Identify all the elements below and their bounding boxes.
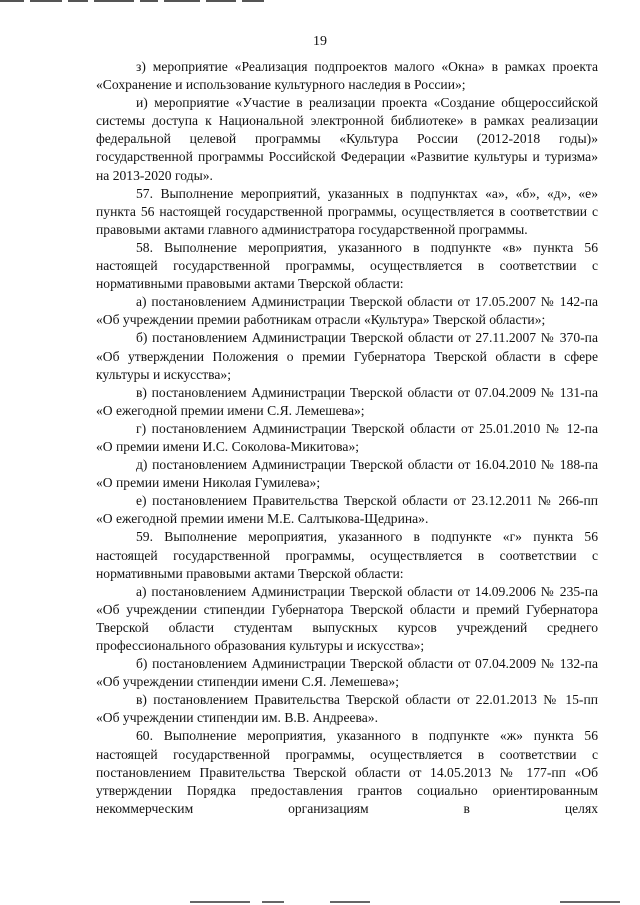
page-number: 19 (313, 34, 327, 49)
paragraph: 57. Выполнение мероприятий, указанных в подпунктах «а», «б», «д», «е» пункта 56 настоящей государственной программы, осуществляется в соответствии с правовыми актами главного администратора государственной программы. (96, 185, 598, 237)
paragraph: д) постановлением Администрации Тверской области от 16.04.2010 № 188-па «О премии имени Николая Гумилева»; (96, 457, 598, 491)
paragraph: и) мероприятие «Участие в реализации проекта «Создание общероссийской системы доступа к Национальной электронной библиотеке» в рамках реализации федеральной целевой программы «Культура России (2012-2018 годы)» государственной программы Российской Федерации «Развитие культуры и туризма» на 2013-2020 годы». (96, 95, 598, 183)
paragraph: 60. Выполнение мероприятия, указанного в подпункте «ж» пункта 56 настоящей государственной программы, осуществляется в соответствии с постановлением Правительства Тверской области от 14.05.2013 № 177-пп «Об утверждении Порядка предоставления грантов социально ориентированным некоммерческим организациям в целях (96, 728, 598, 816)
paragraph: б) постановлением Администрации Тверской области от 27.11.2007 № 370-па «Об утверждении Положения о премии Губернатора Тверской области в сфере культуры и искусства»; (96, 330, 598, 382)
scan-edge-bottom (0, 897, 640, 905)
paragraph: а) постановлением Администрации Тверской области от 17.05.2007 № 142-па «Об учреждении премии работникам отрасли «Культура» Тверской области»; (96, 294, 598, 328)
scan-edge-top (0, 0, 640, 4)
paragraph: б) постановлением Администрации Тверской области от 07.04.2009 № 132-па «Об учреждении стипендии имени С.Я. Лемешева»; (96, 656, 598, 690)
paragraph: в) постановлением Правительства Тверской области от 22.01.2013 № 15-пп «Об учреждении стипендии им. В.В. Андреева». (96, 692, 598, 726)
paragraph: г) постановлением Администрации Тверской области от 25.01.2010 № 12-па «О премии имени И.С. Соколова-Микитова»; (96, 420, 598, 454)
paragraph: е) постановлением Правительства Тверской области от 23.12.2011 № 266-пп «О ежегодной премии имени М.Е. Салтыкова-Щедрина». (96, 493, 598, 527)
document-body (96, 58, 598, 818)
paragraph: 59. Выполнение мероприятия, указанного в подпункте «г» пункта 56 настоящей государственной программы, осуществляется в соответствии с нормативными правовыми актами Тверской области: (96, 529, 598, 581)
paragraph: 58. Выполнение мероприятия, указанного в подпункте «в» пункта 56 настоящей государственной программы, осуществляется в соответствии с нормативными правовыми актами Тверской области: (96, 239, 598, 292)
paragraph: а) постановлением Администрации Тверской области от 14.09.2006 № 235-па «Об учреждении стипендии Губернатора Тверской области и премий Губернатора Тверской области студентам выпускных курсов учреждений среднего профессионального образования культуры и искусства»; (96, 583, 598, 653)
paragraph: з) мероприятие «Реализация подпроектов малого «Окна» в рамках проекта «Сохранение и использование культурного наследия в России»; (96, 59, 598, 93)
paragraph: в) постановлением Администрации Тверской области от 07.04.2009 № 131-па «О ежегодной премии имени С.Я. Лемешева»; (96, 384, 598, 418)
